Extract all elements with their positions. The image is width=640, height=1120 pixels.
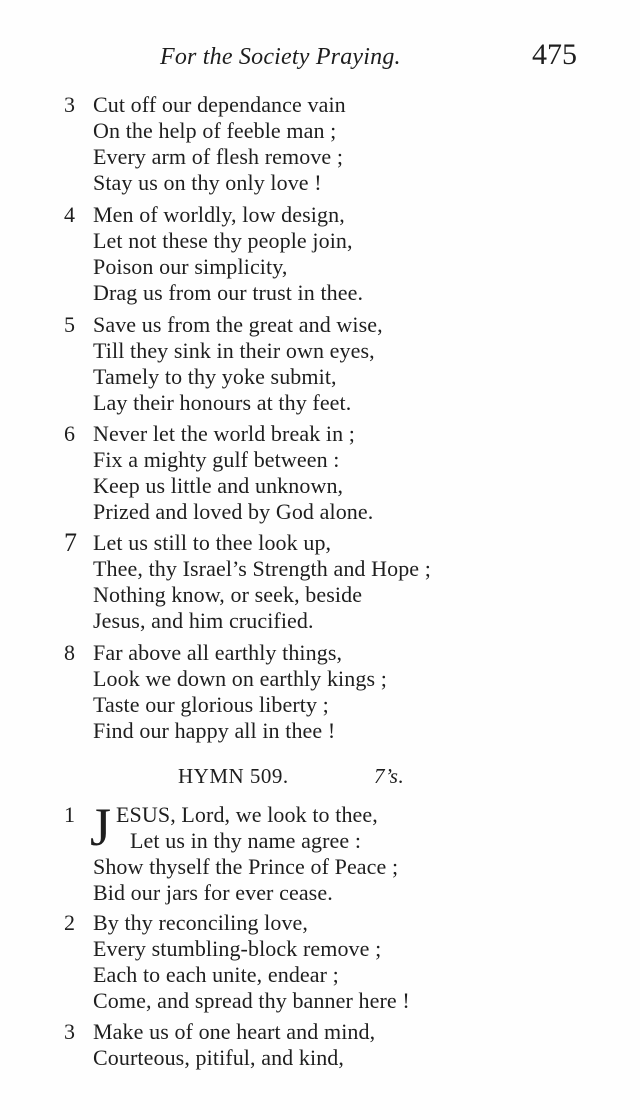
verse-line: Let us in thy name agree : <box>130 828 362 853</box>
drop-cap: J <box>90 797 112 857</box>
page-number: 475 <box>532 38 577 71</box>
verse-line: Keep us little and unknown, <box>93 473 344 498</box>
verse-line: Save us from the great and wise, <box>93 312 383 337</box>
verse-line: Let us still to thee look up, <box>93 530 332 555</box>
verse-number: 3 <box>64 92 75 117</box>
verse-line: Prized and loved by God alone. <box>93 499 374 524</box>
verse-number: 6 <box>64 421 75 446</box>
verse-number: 3 <box>64 1019 75 1044</box>
verse-number: 4 <box>64 202 75 227</box>
hymn-meter: 7’s. <box>374 764 405 788</box>
verse-number: 2 <box>64 910 75 935</box>
verse-line: Far above all earthly things, <box>93 640 343 665</box>
verse-number: 7 <box>64 528 77 557</box>
hymn-heading <box>178 764 405 789</box>
hymn-title: HYMN 509. <box>178 764 289 788</box>
verse-line: Show thyself the Prince of Peace ; <box>93 854 399 879</box>
verse-line: Every stumbling-block remove ; <box>93 936 382 961</box>
verse-line: Thee, thy Israel’s Strength and Hope ; <box>93 556 431 581</box>
verse-line: Every arm of flesh remove ; <box>93 144 344 169</box>
verse-line: Till they sink in their own eyes, <box>93 338 375 363</box>
verse-number: 8 <box>64 640 75 665</box>
verse-line: Stay us on thy only love ! <box>93 170 322 195</box>
verse-line: Tamely to thy yoke submit, <box>93 364 337 389</box>
verse-line: Never let the world break in ; <box>93 421 356 446</box>
verse-line: Taste our glorious liberty ; <box>93 692 329 717</box>
verse-line: Drag us from our trust in thee. <box>93 280 364 305</box>
verse-line: Make us of one heart and mind, <box>93 1019 376 1044</box>
verse-line: Bid our jars for ever cease. <box>93 880 333 905</box>
verse-line: Come, and spread thy banner here ! <box>93 988 410 1013</box>
running-title: For the Society Praying. <box>160 44 401 70</box>
verse-line: ESUS, Lord, we look to thee, <box>116 802 378 827</box>
verse-line: On the help of feeble man ; <box>93 118 337 143</box>
verse-line: Men of worldly, low design, <box>93 202 345 227</box>
verse-line: Fix a mighty gulf between : <box>93 447 340 472</box>
verse-number: 5 <box>64 312 75 337</box>
verse-line: Let not these thy people join, <box>93 228 353 253</box>
verse-line: Cut off our dependance vain <box>93 92 346 117</box>
verse-line: Find our happy all in thee ! <box>93 718 336 743</box>
verse-line: Look we down on earthly kings ; <box>93 666 387 691</box>
verse-line: Nothing know, or seek, beside <box>93 582 363 607</box>
verse-line: Courteous, pitiful, and kind, <box>93 1045 344 1070</box>
verse-number: 1 <box>64 802 75 827</box>
verse-line: Each to each unite, endear ; <box>93 962 339 987</box>
verse-line: Lay their honours at thy feet. <box>93 390 352 415</box>
verse-line: Poison our simplicity, <box>93 254 288 279</box>
verse-line: Jesus, and him crucified. <box>93 608 314 633</box>
verse-line: By thy reconciling love, <box>93 910 309 935</box>
